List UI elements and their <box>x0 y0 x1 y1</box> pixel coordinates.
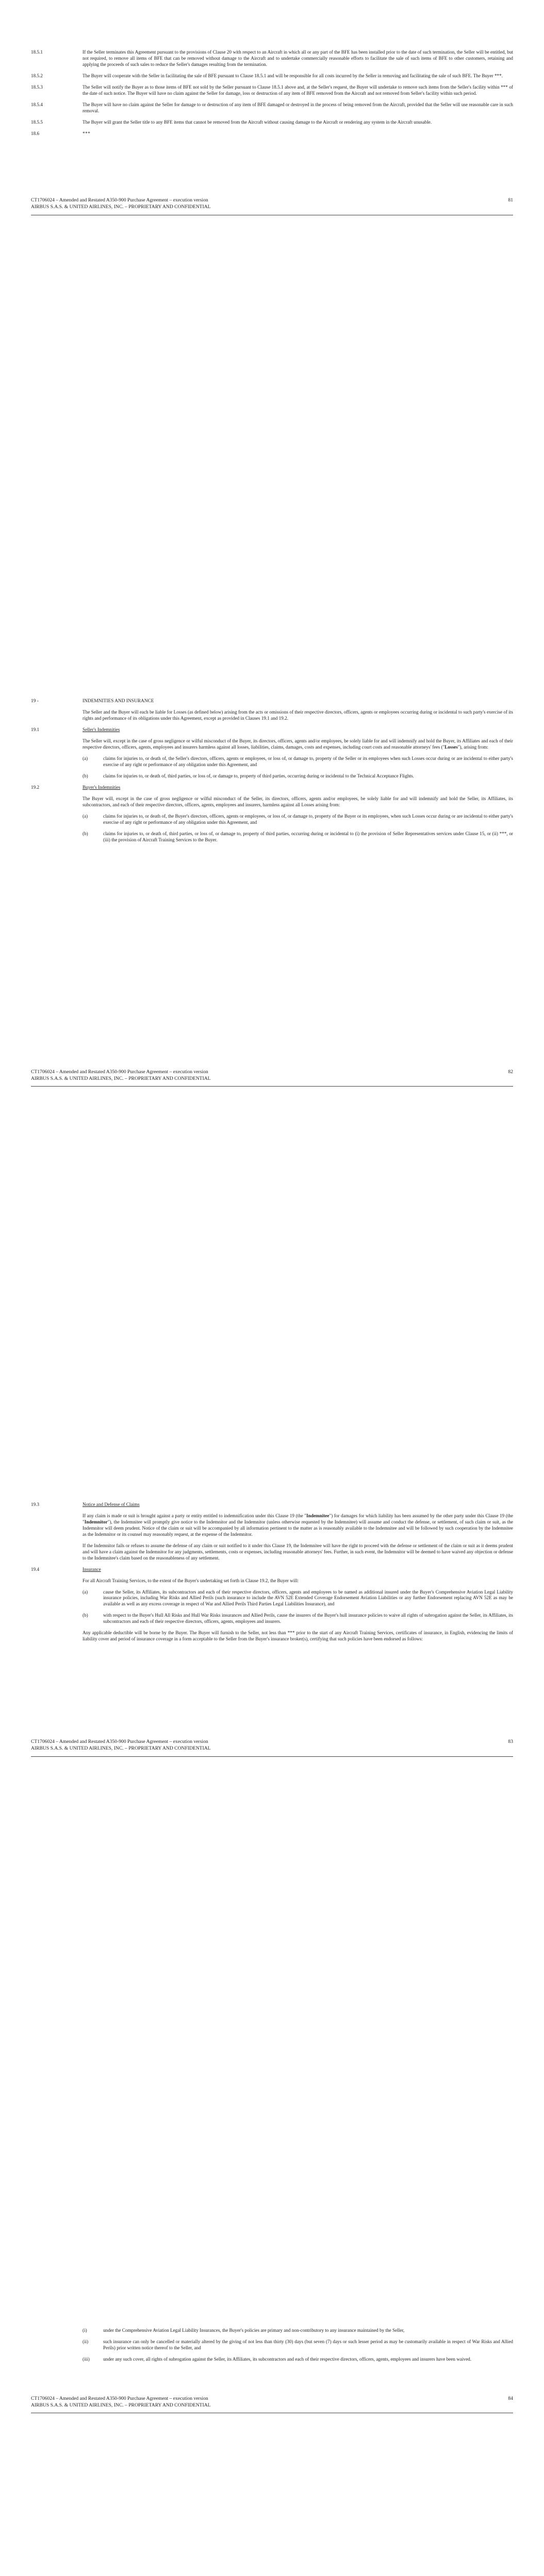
item-label: (ii) <box>83 2338 89 2344</box>
page-number: 84 <box>508 2396 513 2401</box>
section-19-1-heading <box>31 727 513 733</box>
text-part: ") for damages for which liability has been assumed by the other party under this Clause 19 (the " <box>83 1513 513 1524</box>
section-number: 19.3 <box>31 1502 40 1507</box>
footer-rule <box>31 1756 513 1757</box>
section-18-5-2 <box>31 73 513 79</box>
clause-title: INDEMNITIES AND INSURANCE <box>83 699 154 704</box>
item-text: such insurance can only be cancelled or materially altered by the giving of not less than thirty (30) days (but seven (7) days or such lesser period as may be customarily available in respect of War Risks and Allied Perils) prior written notice thereof to the Seller, and <box>103 2338 513 2350</box>
clause-19-heading <box>31 698 513 704</box>
list-item <box>83 756 513 768</box>
defined-term: Indemnitor <box>84 1519 108 1524</box>
page-footer <box>31 197 513 211</box>
section-19-3-paragraph-1 <box>83 1513 513 1538</box>
item-label: (iii) <box>83 2356 90 2362</box>
footer-agreement-line: CT1706024 – Amended and Restated A350-900 Purchase Agreement – execution version <box>31 2396 208 2401</box>
defined-term: Losses <box>444 744 458 750</box>
page-number: 82 <box>508 1069 513 1075</box>
list-item <box>83 773 513 779</box>
item-label: (a) <box>83 1589 88 1595</box>
page-number: 81 <box>508 197 513 203</box>
section-title: Insurance <box>83 1566 101 1572</box>
section-18-5-1 <box>31 49 513 68</box>
item-text: cause the Seller, its Affiliates, its subcontractors and each of their respective directors, officers, agents and employees to be named as additional insured under the Buyer's Comprehensive Aviation Legal Liability insurance policies, including War Risks and Allied Perils (such insurance to include the AVN 52E Extended Coverage Endorsement Aviation Liabilities or any further Endorsement replacing AVN 52E as may be available as well as any excess coverage in respect of War and Allied Perils Third Parties Legal Liabilities Insurance), and <box>103 1589 513 1607</box>
item-label: (a) <box>83 755 88 761</box>
section-19-1-text <box>83 738 513 751</box>
item-label: (a) <box>83 813 88 819</box>
section-text: The Buyer will cooperate with the Seller in facilitating the sale of BFE pursuant to Clause 18.5.1 and will be responsible for all costs incurred by the Seller in removing and facilitating the sale of such BFE. The Buyer ***. <box>83 73 503 78</box>
footer-confidential-line: AIRBUS S.A.S. & UNITED AIRLINES, INC. – PROPRIETARY AND CONFIDENTIAL <box>31 1075 211 1081</box>
section-19-3-heading <box>31 1502 513 1508</box>
text-part: The Seller will, except in the case of gross negligence or wilful misconduct of the Buyer, its directors, officers, agents and/or employees, be solely liable for and will indemnify and hold the Buyer, its Affiliates and each of their respective directors, officers, agents, employees and insurers harmless against all losses, liabilities, claims, damages, costs and expenses, including court costs and reasonable attorneys' fees (" <box>83 738 513 750</box>
clause-19-intro: The Seller and the Buyer will each be liable for Losses (as defined below) arising from the acts or omissions of their respective directors, officers, agents or employees occurring during or incidental to such party's exercise of its rights and performance of its obligations under this Agreement, except as provided in Clauses 19.1 and 19.2. <box>83 709 513 721</box>
section-number: 19.4 <box>31 1566 40 1572</box>
section-18-5-4 <box>31 102 513 114</box>
item-text: claims for injuries to, or death of, third parties, or loss of, or damage to, property of third parties, occurring during or incidental to the Technical Acceptance Flights. <box>103 773 414 778</box>
item-text: claims for injuries to, or death of, the Seller's directors, officers, agents or employees, or loss of, or damage to, property of the Seller or its employees when such Losses occur during or are incidental to either party's exercise of any right or performance of any obligation under this Agreement, and <box>103 755 513 767</box>
text-part: "), the Indemnitee will promptly give notice to the Indemnitor and the Indemnitor (unless otherwise requested by the Indemnitee) will assume and conduct the defense, or settlement, of such claim or suit, as the Indemnitor will deem prudent. Notice of the claim or suit will be accompanied by all information pertinent to the matter as is reasonably available to the Indemnitee and will be followed by such cooperation by the Indemnitee as the Indemnitor or its counsel may reasonably request, at the expense of the Indemnitor. <box>83 1519 513 1537</box>
footer-confidential-line: AIRBUS S.A.S. & UNITED AIRLINES, INC. – PROPRIETARY AND CONFIDENTIAL <box>31 204 211 210</box>
section-number: 18.6 <box>31 130 40 136</box>
item-text: with respect to the Buyer's Hull All Risks and Hull War Risks insurances and Allied Perils, cause the insurers of the Buyer's hull insurance policies to waive all rights of subrogation against the Seller, its Affiliates, its subcontractors and each of their respective directors, officers, agents, employees and insurers. <box>103 1613 513 1624</box>
footer-agreement-line: CT1706024 – Amended and Restated A350-900 Purchase Agreement – execution version <box>31 1739 208 1744</box>
section-text: The Buyer will have no claim against the Seller for damage to or destruction of any item of BFE damaged or destroyed in the process of being removed from the Aircraft, provided that the Seller will use reasonable care in such removal. <box>83 101 513 113</box>
item-text: claims for injuries to, or death of, the Buyer's directors, officers, agents or employees, or loss of, or damage to, property of the Buyer or its employees, when such Losses occur during or are incidental to either party's exercise of any right or performance of any obligation under this Agreement, and <box>103 813 513 825</box>
footer-confidential-line: AIRBUS S.A.S. & UNITED AIRLINES, INC. – PROPRIETARY AND CONFIDENTIAL <box>31 2402 211 2408</box>
page-84-body <box>31 2328 513 2368</box>
section-number: 18.5.1 <box>31 49 43 55</box>
page-82-body <box>31 698 513 849</box>
section-19-4-closing: Any applicable deductible will be borne by the Buyer. The Buyer will furnish to the Seller, not less than *** prior to the start of any Aircraft Training Services, certificates of insurance, in English, evidencing the limits of liability cover and period of insurance coverage in a form acceptable to the Seller from the Buyer's insurance broker(s), certifying that such policies have been endorsed as follows: <box>83 1630 513 1642</box>
list-item <box>83 2328 513 2334</box>
page-number: 83 <box>508 1739 513 1744</box>
section-text: The Seller will notify the Buyer as to those items of BFE not sold by the Seller pursuant to Clause 18.5.1 above and, at the Seller's request, the Buyer will undertake to remove such items from the Seller's facility within *** of the date of such notice. The Buyer will have no claim against the Seller for damage, loss or destruction of any item of BFE removed from the Aircraft and not removed from Seller's facility within such period. <box>83 84 513 96</box>
section-title: Buyer's Indemnities <box>83 784 121 790</box>
list-item <box>83 2339 513 2351</box>
section-19-4-heading <box>31 1567 513 1573</box>
list-item <box>83 2357 513 2363</box>
section-text: The Buyer will grant the Seller title to any BFE items that cannot be removed from the Aircraft without causing damage to the Aircraft or rendering any system in the Aircraft unusable. <box>83 119 432 125</box>
item-text: under any such cover, all rights of subrogation against the Seller, its Affiliates, its subcontractors and each of their respective directors, officers, agents, employees and insurers have been waived. <box>103 2356 472 2362</box>
item-text: under the Comprehensive Aviation Legal Liability Insurances, the Buyer's policies are primary and non-contributory to any insurance maintained by the Seller, <box>103 2328 405 2333</box>
clause-number: 19 - <box>31 699 39 704</box>
section-19-3-paragraph-2: If the Indemnitor fails or refuses to assume the defense of any claim or suit notified to it under this Clause 19, the Indemnitee will have the right to proceed with the defense or settlement of the claim or suit as it deems prudent and will have a claim against the Indemnitor for any judgments, settlements, costs or expenses, including reasonable attorneys' fees. Further, in such event, the Indemnitor will be deemed to have waived any objection or defense to the Indemnitee's claim based on the reasonableness of any settlement. <box>83 1543 513 1561</box>
list-item <box>83 1613 513 1625</box>
page-footer <box>31 1739 513 1752</box>
text-part: If any claim is made or suit is brought against a party or entity entitled to indemnification under this Clause 19 (the " <box>83 1513 307 1518</box>
footer-rule <box>31 1086 513 1087</box>
section-18-5-3 <box>31 84 513 97</box>
section-text: If the Seller terminates this Agreement pursuant to the provisions of Clause 20 with respect to an Aircraft in which all or any part of the BFE has been installed prior to the date of such termination, the Seller will be entitled, but not required, to remove all items of BFE that can be removed without damage to the Aircraft and to undertake commercially reasonable efforts to facilitate the sale of such items of BFE to other customers, retaining and applying the proceeds of such sales to reduce the Seller's damages resulting from the termination. <box>83 49 513 67</box>
section-number: 18.5.5 <box>31 119 43 125</box>
page-81-body <box>31 49 513 142</box>
footer-confidential-line: AIRBUS S.A.S. & UNITED AIRLINES, INC. – PROPRIETARY AND CONFIDENTIAL <box>31 1745 211 1751</box>
section-number: 18.5.2 <box>31 73 43 78</box>
section-number: 19.1 <box>31 727 40 733</box>
page-83-body <box>31 1502 513 1648</box>
page-footer <box>31 2396 513 2409</box>
list-item <box>83 831 513 843</box>
section-18-6 <box>31 131 513 137</box>
section-number: 18.5.4 <box>31 101 43 107</box>
defined-term: Indemnitee <box>306 1513 329 1518</box>
list-item <box>83 1589 513 1608</box>
section-19-4-intro: For all Aircraft Training Services, to the extent of the Buyer's undertaking set forth in Clause 19.2, the Buyer will: <box>83 1578 299 1583</box>
footer-agreement-line: CT1706024 – Amended and Restated A350-900 Purchase Agreement – execution version <box>31 1069 208 1075</box>
item-label: (b) <box>83 1613 88 1618</box>
text-part: "), arising from: <box>457 744 488 750</box>
section-title: Notice and Defense of Claims <box>83 1502 140 1507</box>
section-19-2-text: The Buyer will, except in the case of gross negligence or wilful misconduct of the Seller, its directors, officers, agents and/or employees, be solely liable for and will indemnify and hold the Seller, its Affiliates, its subcontractors, and each of their respective directors, officers, agents, employees and insurers, harmless against all Losses arising from: <box>83 795 513 807</box>
section-18-5-5 <box>31 120 513 126</box>
item-label: (b) <box>83 831 88 836</box>
item-label: (i) <box>83 2328 87 2333</box>
redacted-text: *** <box>83 130 91 136</box>
item-text: claims for injuries to, or death of, third parties, or loss of, or damage to, property of third parties, occurring during or incidental to (i) the provision of Seller Representatives services under Clause 15, or (ii) ***, or (iii) the provision of Aircraft Training Services to the Buyer. <box>103 831 513 842</box>
section-title: Seller's Indemnities <box>83 727 120 733</box>
section-number: 19.2 <box>31 784 40 790</box>
list-item <box>83 814 513 826</box>
item-label: (b) <box>83 773 88 778</box>
section-19-2-heading <box>31 785 513 791</box>
footer-agreement-line: CT1706024 – Amended and Restated A350-900 Purchase Agreement – execution version <box>31 197 208 203</box>
section-number: 18.5.3 <box>31 84 43 90</box>
page-footer <box>31 1069 513 1082</box>
